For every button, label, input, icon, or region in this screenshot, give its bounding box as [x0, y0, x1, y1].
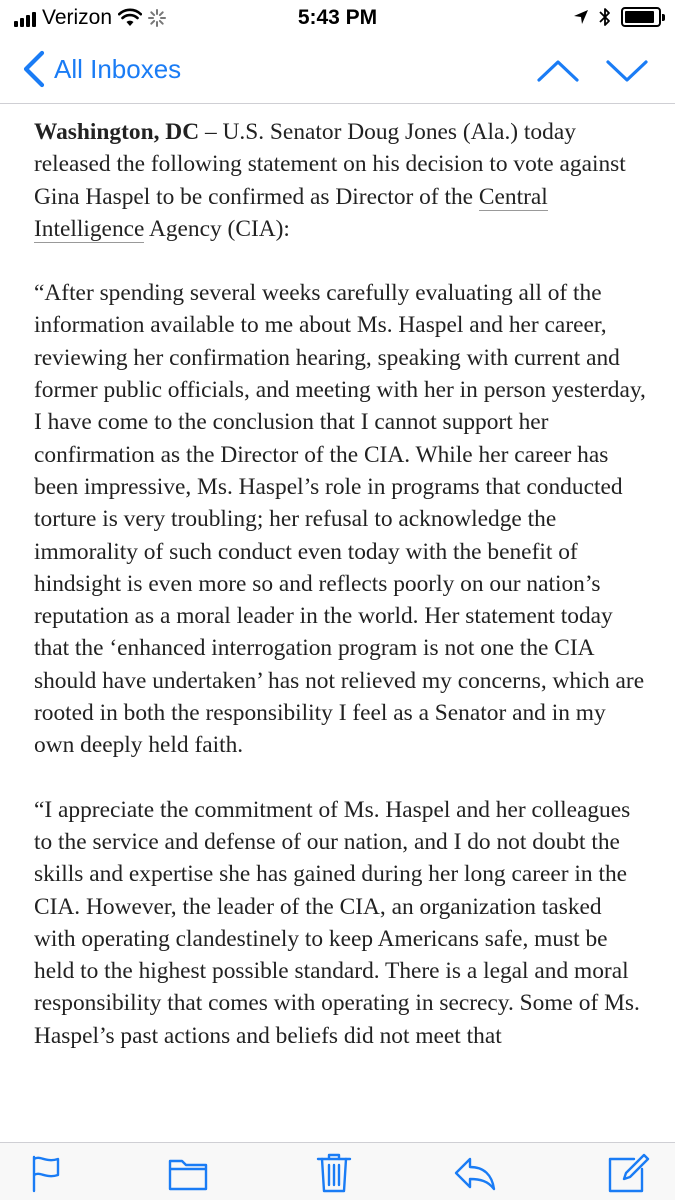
move-to-folder-button[interactable] [166, 1151, 210, 1195]
carrier-name: Verizon [42, 6, 113, 29]
status-right [573, 7, 661, 27]
chevron-left-icon [18, 50, 48, 88]
back-button[interactable] [18, 50, 181, 88]
email-body [34, 116, 648, 1138]
paragraph-1 [34, 116, 648, 245]
bottom-toolbar [0, 1142, 675, 1200]
trash-icon [318, 1155, 350, 1191]
back-button-label: All Inboxes [54, 53, 182, 84]
cia-link[interactable]: Central Intelligence [34, 183, 548, 242]
compose-button[interactable] [606, 1151, 650, 1195]
battery-level [625, 11, 654, 23]
paragraph-2: “After spending several weeks carefully evaluating all of the information available to me about Ms. Haspel and her career, reviewing her confirmation hearing, speaking with current and former public officials, and meeting with her in person yesterday, I have come to the conclusion that I cannot support her confirmation as the Director of the CIA. While her career has been impressive, Ms. Haspel’s role in programs that conducted torture is very troubling; her refusal to acknowledge the immorality of such conduct even today with the benefit of hindsight is even more so and reflects poorly on our nation’s reputation as a moral leader in the world. Her statement today that the ‘enhanced interrogation program is not one the CIA should have undertaken’ has not relieved my concerns, which are rooted in both the responsibility I feel as a Senator and in my own deeply held faith. [34, 280, 646, 759]
bluetooth-icon [599, 7, 611, 27]
folder-icon [170, 1161, 206, 1189]
delete-button[interactable] [314, 1151, 354, 1195]
paragraph-1-text-b: Agency (CIA): [144, 215, 290, 242]
dateline: Washington, DC [34, 119, 200, 145]
status-time: 5:43 PM [297, 6, 378, 29]
flag-button[interactable] [26, 1151, 66, 1195]
chevron-down-icon [608, 62, 646, 80]
battery-icon [621, 7, 661, 27]
chevron-up-icon [539, 62, 577, 80]
reply-button[interactable] [452, 1151, 498, 1195]
paragraph-3: “I appreciate the commitment of Ms. Haspel and her colleagues to the service and defense of our nation, and I do not doubt the skills and expertise she has gained during her long career in the CIA. However, the leader of the CIA, an organization tasked with operating clandestinely to keep Americans safe, must be held to the highest possible standard. There is a legal and moral responsibility that comes with operating in secrecy. Some of Ms. Haspel’s past actions and beliefs did not meet that [34, 796, 640, 1049]
navigation-bar [0, 38, 675, 104]
paragraph-1-text-a: – U.S. Senator Doug Jones (Ala.) today released the following statement on his decision to vote against Gina Haspel to be confirmed as Director of the [34, 119, 626, 210]
reply-icon [456, 1159, 494, 1189]
flag-icon [34, 1157, 58, 1191]
previous-message-button[interactable] [535, 50, 581, 90]
status-bar [0, 0, 675, 38]
location-arrow-icon [573, 9, 589, 25]
compose-icon [610, 1155, 648, 1191]
next-message-button[interactable] [604, 50, 650, 90]
